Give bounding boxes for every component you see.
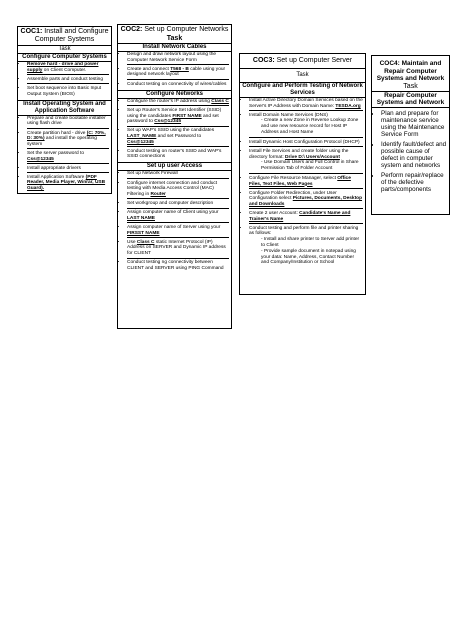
coc2-section-cables: Install Network Cables xyxy=(118,43,231,52)
coc4-section-repair: Repair Computer Systems and Network xyxy=(372,91,449,108)
list-item: • Plan and prepare for maintenance service using the Maintenance Service Form xyxy=(381,110,447,139)
list-item: • Install appropriate drivers xyxy=(27,166,109,174)
coc1-task-label: Task xyxy=(18,45,111,53)
coc2-section-networks: Configure Networks xyxy=(118,90,231,99)
list-item: • Create and connect T568 - B cable using your designed network layout xyxy=(127,67,229,80)
list-item: • Create partition hard - drive (C: 70%, D: 30%) and install the operating system xyxy=(27,131,109,150)
list-item: • Install Active Directory Domain Services based on the Server's IP Address with Domain Name: TESDA.org xyxy=(249,98,363,111)
list-item: • Set boot sequence into Basic Input Output System (BIOS) xyxy=(27,86,109,98)
list-item: • Set up Network Firewall xyxy=(127,171,229,179)
list-item: • Assemble parts and conduct testing xyxy=(27,77,109,85)
list-item: • Assign computer name of Client using your LAST NAME xyxy=(127,210,229,223)
coc4-card xyxy=(371,55,450,215)
coc1-card xyxy=(17,26,112,194)
coc4-title: COC4: Maintain and Repair Computer Systems and Network xyxy=(376,60,445,82)
list-item: • Set up Router's Service Set Identifier (SSID) using the candidates FIRST NAME and set password to Css@12345 xyxy=(127,108,229,127)
sub-list xyxy=(249,237,363,267)
list-item: • Assign computer name of Server using your FIRSST NAME xyxy=(127,225,229,238)
coc1-title: COC1: Install and Configure Computer Systems xyxy=(20,28,109,43)
coc2-list-3 xyxy=(118,171,231,272)
list-item: • Install File Services and create folder using the directory format: Drive D:\ Users/Account - Use Domain Users and Full Control in Share Permission Tab of Folder Account xyxy=(249,149,363,174)
list-item: • Conduct testing ng connectivity between CLIENT and SERVER using PING Command xyxy=(127,260,229,272)
sub-list xyxy=(249,160,363,172)
coc4-task-label: Task xyxy=(403,82,418,90)
list-item: • Install Domain Name Services (DNS) - Create a new Zone in Reverse Lookup Zone and use new resource record for Host IP Address and Host Name xyxy=(249,113,363,138)
list-item: • Configure Folder Redirection, under User Configuration select Pictures, Documents, Desktop and Downloads xyxy=(249,191,363,210)
list-item: • Install Application Software (PDF Reader, Media Player, Winrar, USB Guard). xyxy=(27,175,109,193)
list-item: • Conduct testing on connectivity of wires/cables xyxy=(127,82,229,89)
list-item: • Install Dynamic Host Configuration Protocol (DHCP) xyxy=(249,140,363,148)
list-item: • Identify fault/defect and possible cause of defect in computer system and networks xyxy=(381,141,447,170)
coc3-list xyxy=(240,98,365,268)
list-item: • Conduct testing and perform file and printer sharing as follows: - Install and share printer to Server add printer to Client - Provide sample document in notepad using your data: Name, Address, Contact Number and Company/Institution or School xyxy=(249,226,363,268)
list-item: • Prepare and create bootable installer using flash drive xyxy=(27,116,109,129)
sub-list-item: - Install and share printer to Server add printer to Client xyxy=(261,237,361,249)
list-item: • Set workgroup and computer description xyxy=(127,201,229,209)
coc2-list-2 xyxy=(118,99,231,161)
list-item: • Set up WAP's SSID using the candidates LAST_NAME and set Password to Css@12345 xyxy=(127,128,229,147)
coc1-list-1 xyxy=(18,62,111,98)
coc2-list-1 xyxy=(118,52,231,88)
coc1-section-install: Install Operating System and Application Software xyxy=(18,100,111,116)
coc2-card xyxy=(117,24,232,329)
sub-list-item: - Create a new Zone in Reverse Lookup Zone and use new resource record for Host IP Address and Host Name xyxy=(261,118,361,136)
list-item: • Configure internet connection and conduct testing with Media Access Control (MAC) Filtering in Router xyxy=(127,181,229,200)
coc2-section-user-access: Set up user Access xyxy=(118,162,231,171)
coc3-task-label: Task xyxy=(240,68,365,82)
coc1-section-configure: Configure Computer Systems xyxy=(18,53,111,62)
coc4-list xyxy=(372,108,449,194)
coc3-title: COC3: Set up Computer Server xyxy=(252,57,353,64)
list-item: • Configure the router's IP address using Class C xyxy=(127,99,229,107)
coc3-card xyxy=(239,53,366,295)
list-item: • Perform repair/replace of the defective parts/components xyxy=(381,172,447,194)
list-item: • Configure File Resource Manager, select Office Files, Text Files, Web Pages xyxy=(249,176,363,189)
list-item: • Conduct testing on router's SSID and WAP's SSID connections xyxy=(127,149,229,161)
list-item: • Design and draw network layout using the Computer Network Service Form xyxy=(127,52,229,65)
sub-list-item: - Provide sample document in notepad using your data: Name, Address, Contact Number and Company/Institution or School xyxy=(261,249,361,267)
list-item: • Set the server password to Css@12345 xyxy=(27,151,109,164)
sub-list-item: - Use Domain Users and Full Control in Share Permission Tab of Folder Account xyxy=(261,160,361,172)
list-item: • Remove hard - drive and power supply on Client Computer. xyxy=(27,62,109,75)
coc1-list-2 xyxy=(18,116,111,193)
coc3-section-services: Configure and Perform Testing of Network Services xyxy=(240,82,365,98)
sub-list xyxy=(249,118,363,136)
list-item: • Use Class C static Internet Protocol (IP) Address on SERVER and Dynamic IP address for CLIENT xyxy=(127,240,229,259)
list-item: • Create 2 user Account: Candidate's Name and Trainer's Name xyxy=(249,211,363,224)
coc2-title: COC2: Set up Computer Networks xyxy=(120,26,229,33)
coc2-task-label: Task xyxy=(166,35,183,42)
